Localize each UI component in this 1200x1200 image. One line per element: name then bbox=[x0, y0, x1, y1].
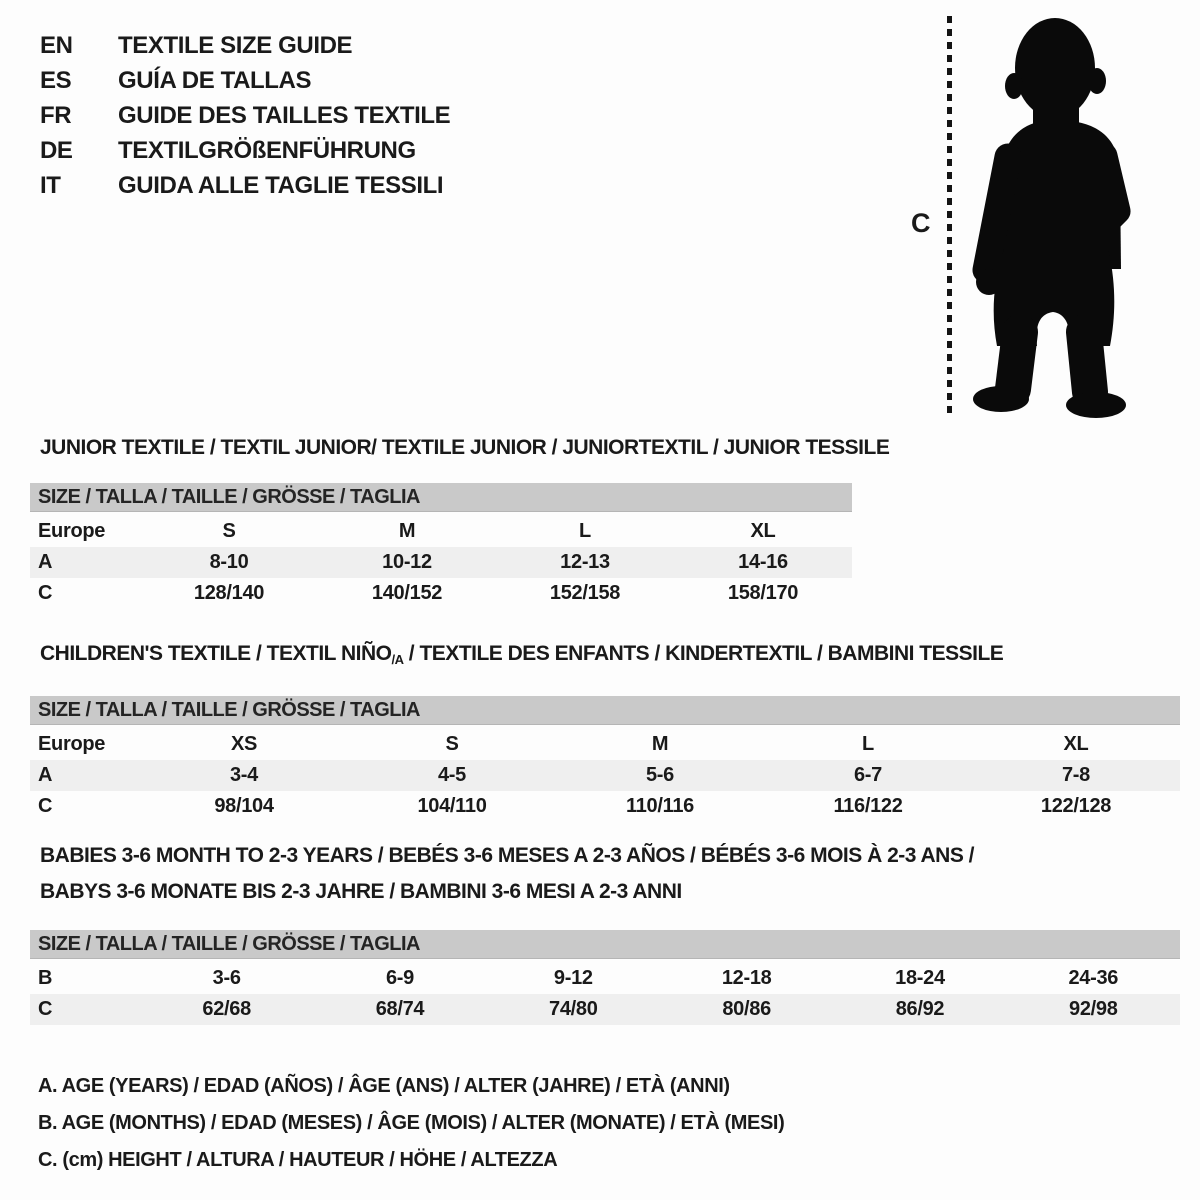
footnote-line: A. AGE (YEARS) / EDAD (AÑOS) / ÂGE (ANS) / ALTER (JAHRE) / ETÀ (ANNI) bbox=[38, 1075, 730, 1097]
section-title-text: BABYS 3-6 MONATE BIS 2-3 JAHRE / BAMBINI 3-6 MESI A 2-3 ANNI bbox=[40, 880, 682, 903]
table-cell: 80/86 bbox=[722, 998, 771, 1020]
table-row bbox=[30, 791, 1180, 822]
row-label: C bbox=[38, 795, 53, 817]
junior-textile-section bbox=[30, 430, 890, 609]
table-cell: 68/74 bbox=[375, 998, 425, 1020]
table-row bbox=[30, 994, 1180, 1025]
language-title: TEXTILE SIZE GUIDE bbox=[118, 31, 353, 59]
section-title-text: /A bbox=[391, 652, 404, 667]
section-title-line bbox=[40, 838, 1180, 874]
table-cell: 4-5 bbox=[437, 764, 466, 786]
table-cell: 12-13 bbox=[560, 551, 610, 573]
table-cell: XS bbox=[230, 733, 258, 755]
row-label: A bbox=[38, 764, 53, 786]
section-title bbox=[40, 636, 1180, 678]
language-code: EN bbox=[40, 31, 73, 59]
language-row bbox=[40, 133, 450, 168]
size-header-bar: SIZE / TALLA / TAILLE / GRÖSSE / TAGLIA bbox=[30, 930, 1180, 959]
table-cell: 152/158 bbox=[549, 582, 621, 604]
row-label: C bbox=[38, 582, 53, 604]
table-cell: M bbox=[398, 520, 416, 542]
size-table bbox=[30, 930, 1180, 1025]
row-label: C bbox=[38, 998, 53, 1020]
babies-textile-section bbox=[30, 838, 1180, 1025]
table-cell: 7-8 bbox=[1061, 764, 1090, 786]
size-table bbox=[30, 696, 1180, 822]
table-cell: 18-24 bbox=[895, 967, 945, 989]
table-cell: 5-6 bbox=[645, 764, 674, 786]
table-cell: 3-6 bbox=[212, 967, 241, 989]
section-title-line bbox=[40, 430, 890, 466]
language-title: TEXTILGRÖßENFÜHRUNG bbox=[118, 136, 416, 164]
table-cell: 122/128 bbox=[1040, 795, 1112, 817]
row-label: Europe bbox=[38, 733, 106, 755]
table-cell: 6-9 bbox=[385, 967, 414, 989]
table-row bbox=[30, 578, 852, 609]
size-table bbox=[30, 483, 852, 609]
table-row bbox=[30, 516, 852, 547]
language-code: ES bbox=[40, 66, 72, 94]
language-title: GUIDA ALLE TAGLIE TESSILI bbox=[118, 171, 444, 199]
table-cell: S bbox=[222, 520, 236, 542]
language-title-block bbox=[40, 28, 450, 203]
table-cell: 74/80 bbox=[549, 998, 598, 1020]
section-title-text: BABIES 3-6 MONTH TO 2-3 YEARS / BEBÉS 3-6 MESES A 2-3 AÑOS / BÉBÉS 3-6 MOIS À 2-3 ANS / bbox=[40, 844, 975, 867]
row-label: A bbox=[38, 551, 53, 573]
table-cell: M bbox=[651, 733, 669, 755]
language-row bbox=[40, 63, 450, 98]
size-header-bar: SIZE / TALLA / TAILLE / GRÖSSE / TAGLIA bbox=[30, 696, 1180, 725]
height-measure-dashed-line bbox=[947, 16, 952, 416]
language-title: GUÍA DE TALLAS bbox=[118, 66, 312, 94]
language-code: IT bbox=[40, 171, 61, 199]
section-title bbox=[40, 430, 890, 466]
section-title bbox=[40, 838, 1180, 910]
table-cell: 104/110 bbox=[417, 795, 487, 817]
language-title: GUIDE DES TAILLES TEXTILE bbox=[118, 101, 451, 129]
language-code: DE bbox=[40, 136, 73, 164]
table-cell: 98/104 bbox=[214, 795, 274, 817]
table-cell: 140/152 bbox=[371, 582, 443, 604]
table-cell: 62/68 bbox=[202, 998, 251, 1020]
language-row bbox=[40, 168, 450, 203]
toddler-silhouette bbox=[963, 14, 1138, 419]
footnotes-block bbox=[38, 1068, 784, 1179]
row-label: Europe bbox=[38, 520, 106, 542]
table-cell: 128/140 bbox=[193, 582, 265, 604]
table-cell: 9-12 bbox=[553, 967, 593, 989]
row-label: B bbox=[38, 967, 53, 989]
table-cell: 116/122 bbox=[833, 795, 903, 817]
table-cell: 6-7 bbox=[853, 764, 882, 786]
section-title-line bbox=[40, 874, 1180, 910]
table-cell: 86/92 bbox=[895, 998, 945, 1020]
table-cell: 110/116 bbox=[626, 795, 694, 817]
table-cell: 10-12 bbox=[382, 551, 432, 573]
size-header-bar: SIZE / TALLA / TAILLE / GRÖSSE / TAGLIA bbox=[30, 483, 852, 512]
table-cell: L bbox=[862, 733, 874, 755]
language-code: FR bbox=[40, 101, 72, 129]
childrens-textile-section bbox=[30, 636, 1180, 822]
table-row bbox=[30, 729, 1180, 760]
table-cell: 14-16 bbox=[738, 551, 788, 573]
table-cell: L bbox=[579, 520, 591, 542]
table-cell: 8-10 bbox=[209, 551, 249, 573]
language-row bbox=[40, 28, 450, 63]
table-cell: S bbox=[445, 733, 459, 755]
footnote-line: B. AGE (MONTHS) / EDAD (MESES) / ÂGE (MOIS) / ALTER (MONATE) / ETÀ (MESI) bbox=[38, 1112, 785, 1134]
table-cell: 158/170 bbox=[727, 582, 799, 604]
section-title-text: JUNIOR TEXTILE / TEXTIL JUNIOR/ TEXTILE JUNIOR / JUNIORTEXTIL / JUNIOR TESSILE bbox=[40, 436, 890, 459]
language-row bbox=[40, 98, 450, 133]
table-cell: 24-36 bbox=[1068, 967, 1119, 989]
table-cell: 12-18 bbox=[721, 967, 772, 989]
section-title-line bbox=[40, 636, 1180, 678]
section-title-text: CHILDREN'S TEXTILE / TEXTIL NIÑO bbox=[40, 642, 392, 665]
table-cell: XL bbox=[750, 520, 776, 542]
table-cell: XL bbox=[1063, 733, 1089, 755]
section-title-text: / TEXTILE DES ENFANTS / KINDERTEXTIL / BAMBINI TESSILE bbox=[403, 642, 1004, 665]
table-cell: 92/98 bbox=[1069, 998, 1118, 1020]
table-cell: 3-4 bbox=[229, 764, 258, 786]
table-row bbox=[30, 547, 852, 578]
table-row bbox=[30, 760, 1180, 791]
footnote-line: C. (cm) HEIGHT / ALTURA / HAUTEUR / HÖHE / ALTEZZA bbox=[38, 1149, 558, 1171]
height-measure-label: C bbox=[911, 208, 931, 238]
table-row bbox=[30, 963, 1180, 994]
